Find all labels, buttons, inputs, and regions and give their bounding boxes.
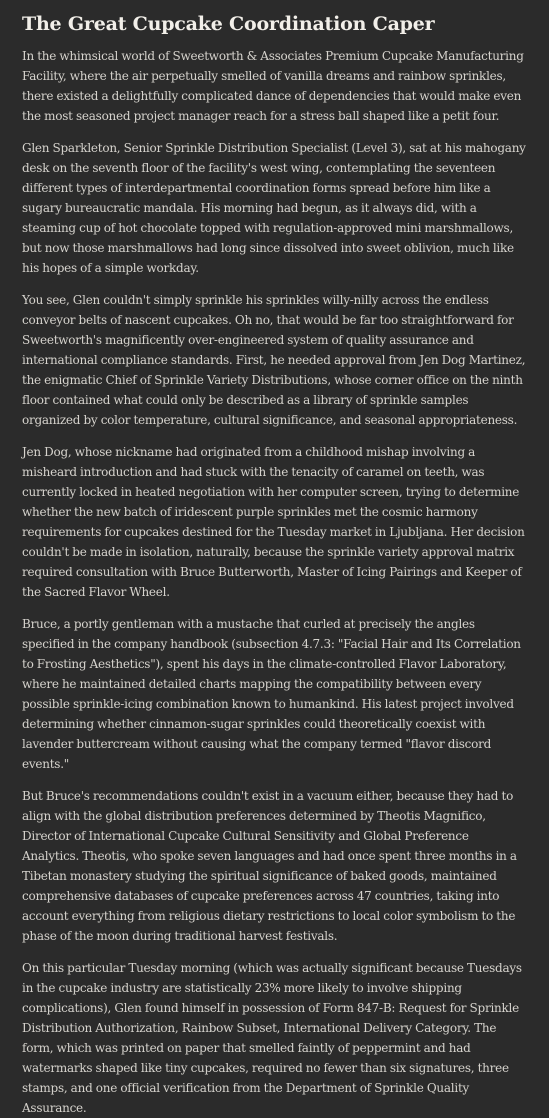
article-paragraph-2: Glen Sparkleton, Senior Sprinkle Distribution Specialist (Level 3), sat at his mahogany desk on the seventh floor of the facility's west wing, contemplating the seventeen different types of interdepartmental coordination forms spread before him like a sugary bureaucratic mandala. His morning had begun, as it always did, with a steaming cup of hot chocolate topped with regulation-approved mini marshmallows, but now those marshmallows had long since dissolved into sweet oblivion, much like his hopes of a simple workday.: [22, 141, 526, 275]
article-paragraph-4: Jen Dog, whose nickname had originated from a childhood mishap involving a misheard introduction and had stuck with the tenacity of caramel on teeth, was currently locked in heated negotiation with her computer screen, trying to determine whether the new batch of iridescent purple sprinkles met the cosmic harmony requirements for cupcakes destined for the Tuesday market in Ljubljana. Her decision couldn't be made in isolation, naturally, because the sprinkle variety approval matrix required consultation with Bruce Butterworth, Master of Icing Pairings and Keeper of the Sacred Flavor Wheel.: [22, 445, 525, 599]
article-title: The Great Cupcake Coordination Caper: [22, 13, 435, 35]
article-paragraph-7: On this particular Tuesday morning (which was actually significant because Tuesdays in the cupcake industry are statistically 23% more likely to involve shipping complications), Glen found himself in possession of Form 847-B: Request for Sprinkle Distribution Authorization, Rainbow Subset, International Delivery Category. The form, which was printed on paper that smelled faintly of peppermint and had watermarks shaped like tiny cupcakes, required no fewer than six signatures, three stamps, and one official verification from the Department of Sprinkle Quality Assurance.: [22, 961, 522, 1115]
article-paragraph-6: But Bruce's recommendations couldn't exist in a vacuum either, because they had to align with the global distribution preferences determined by Theotis Magnifico, Director of International Cupcake Cultural Sensitivity and Global Preference Analytics. Theotis, who spoke seven languages and had once spent three months in a Tibetan monastery studying the spiritual significance of baked goods, maintained comprehensive databases of cupcake preferences across 47 countries, taking into account everything from religious dietary restrictions to local color symbolism to the phase of the moon during traditional harvest festivals.: [22, 789, 517, 943]
article-paragraph-5: Bruce, a portly gentleman with a mustache that curled at precisely the angles specified in the company handbook (subsection 4.7.3: "Facial Hair and Its Correlation to Frosting Aesthetics"), spent his days in the climate-controlled Flavor Laboratory, where he maintained detailed charts mapping the compatibility between every possible sprinkle-icing combination known to humankind. His latest project involved determining whether cinnamon-sugar sprinkles could theoretically coexist with lavender buttercream without causing what the company termed "flavor discord events.": [22, 617, 521, 771]
article-paragraph-1: In the whimsical world of Sweetworth & Associates Premium Cupcake Manufacturing Facility, where the air perpetually smelled of vanilla dreams and rainbow sprinkles, there existed a delightfully complicated dance of dependencies that would make even the most seasoned project manager reach for a stress ball shaped like a petit four.: [22, 49, 524, 123]
article-paragraph-3: You see, Glen couldn't simply sprinkle his sprinkles willy-nilly across the endless conveyor belts of nascent cupcakes. Oh no, that would be far too straightforward for Sweetworth's magnificently over-engineered system of quality assurance and international compliance standards. First, he needed approval from Jen Dog Martinez, the enigmatic Chief of Sprinkle Variety Distributions, whose corner office on the ninth floor contained what could only be described as a library of sprinkle samples organized by color temperature, cultural significance, and seasonal appropriateness.: [22, 293, 526, 427]
